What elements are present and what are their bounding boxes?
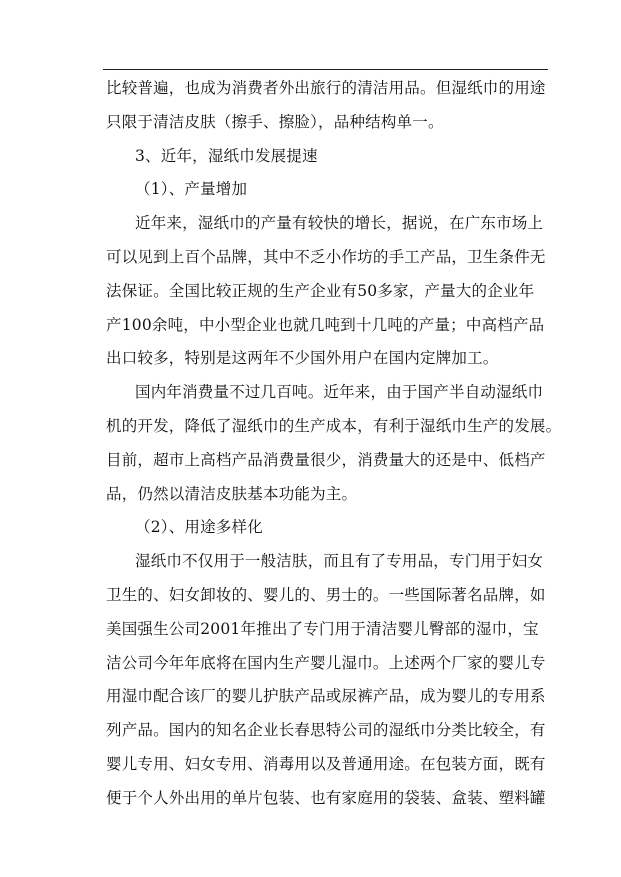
text-line: 列产品。国内的知名企业长春思特公司的湿纸巾分类比较全，有: [106, 721, 546, 740]
header-rule: [103, 69, 548, 70]
subsection-heading: （2）、用途多样化: [135, 518, 263, 537]
text-line: 湿纸巾不仅用于一般洁肤，而且有了专用品，专门用于妇女: [135, 552, 544, 571]
section-heading: 3、近年，湿纸巾发展提速: [135, 146, 318, 165]
text-line: 机的开发，降低了湿纸巾的生产成本，有利于湿纸巾生产的发展。: [106, 417, 562, 435]
text-line: 国内年消费量不过几百吨。近年来，由于国产半自动湿纸巾: [135, 383, 544, 402]
text-line: 便于个人外出用的单片包装、也有家庭用的袋装、盒装、塑料罐: [106, 788, 546, 807]
text-line: 用湿巾配合该厂的婴儿护肤产品或尿裤产品，成为婴儿的专用系: [106, 687, 546, 706]
text-line: 美国强生公司2001年推出了专门用于清洁婴儿臀部的湿巾，宝: [106, 619, 539, 638]
text-line: 卫生的、妇女卸妆的、婴儿的、男士的。一些国际著名品牌，如: [106, 586, 546, 604]
text-line: 法保证。全国比较正规的生产企业有50多家，产量大的企业年: [106, 281, 535, 300]
text-line: 出口较多，特别是这两年不少国外用户在国内定牌加工。: [106, 349, 499, 368]
text-line: 洁公司今年年底将在国内生产婴儿湿巾。上述两个厂家的婴儿专: [106, 653, 546, 672]
text-line: 目前，超市上高档产品消费量很少，消费量大的还是中、低档产: [106, 450, 546, 469]
text-line: 比较普遍，也成为消费者外出旅行的清洁用品。但湿纸巾的用途: [106, 79, 546, 97]
text-line: 只限于清洁皮肤（擦手、擦脸），品种结构单一。: [106, 112, 444, 131]
text-line: 可以见到上百个品牌，其中不乏小作坊的手工产品，卫生条件无: [106, 248, 546, 266]
text-line: 婴儿专用、妇女专用、消毒用以及普通用途。在包装方面，既有: [106, 755, 546, 773]
text-line: 近年来，湿纸巾的产量有较快的增长，据说，在广东市场上: [135, 214, 544, 233]
text-line: 产100余吨，中小型企业也就几吨到十几吨的产量；中高档产品: [106, 315, 545, 334]
text-line: 品，仍然以清洁皮肤基本功能为主。: [106, 484, 358, 503]
subsection-heading: （1）、产量增加: [135, 180, 248, 199]
